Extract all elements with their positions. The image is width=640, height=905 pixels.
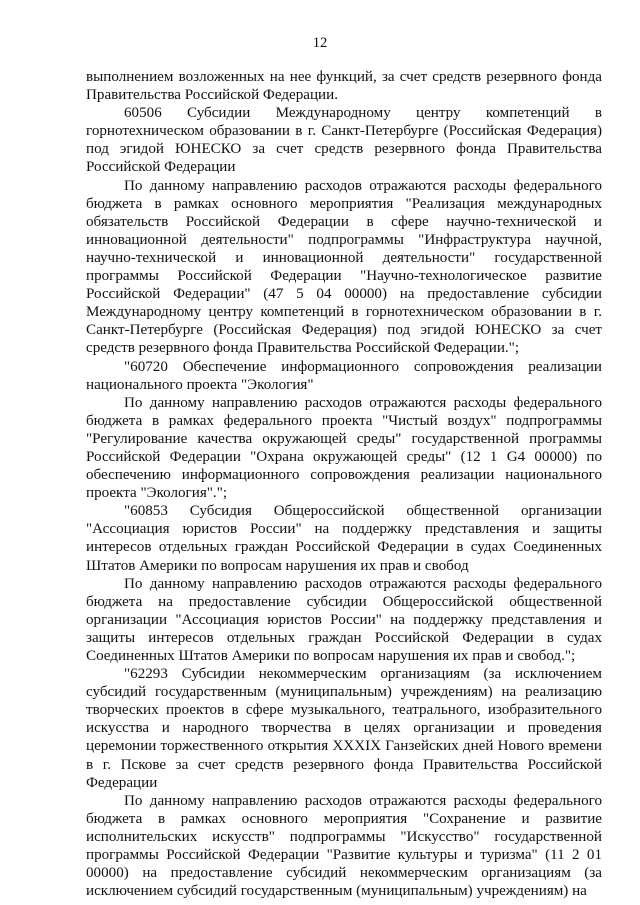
paragraph: "60853 Субсидия Общероссийской общественной организации "Ассоциация юристов России" на поддержку представления и защиты интересов отдельных граждан Российской Федерации в судах Соединенных Штатов Америки по вопросам нарушения их прав и свобод	[86, 503, 602, 574]
paragraph: 60506 Субсидии Международному центру компетенций в горнотехническом образовании в г. Санкт-Петербурге (Российская Федерация) под эгидой ЮНЕСКО за счет средств резервного фонда Правительства Российской Федерации	[86, 105, 602, 176]
paragraph: выполнением возложенных на нее функций, за счет средств резервного фонда Правительства Российской Федерации.	[86, 69, 602, 104]
paragraph: По данному направлению расходов отражаются расходы федерального бюджета в рамках основного мероприятия "Сохранение и развитие исполнительских искусств" подпрограммы "Искусство" государственной программы Российской Федерации "Развитие культуры и туризма" (11 2 01 00000) на предоставление субсидий некоммерческим организациям (за исключением субсидий государственным (муниципальным) учреждениям) на	[86, 792, 602, 900]
page-number: 12	[312, 35, 328, 51]
paragraph: По данному направлению расходов отражаются расходы федерального бюджета в рамках федерального проекта "Чистый воздух" подпрограммы "Регулирование качества окружающей среды" государственной программы Российской Федерации "Охрана окружающей среды" (12 1 G4 00000) по обеспечению информационного сопровождения реализации национального проекта "Экология".";	[86, 394, 602, 502]
paragraph: "62293 Субсидии некоммерческим организациям (за исключением субсидий государственным (муниципальным) учреждениям) на реализацию творческих проектов в сфере музыкального, театрального, изобразительного искусства и народного творчества в целях организации и проведения церемонии торжественного открытия XXXIX Ганзейских дней Нового времени в г. Пскове за счет средств резервного фонда Правительства Российской Федерации	[86, 666, 602, 791]
paragraph: По данному направлению расходов отражаются расходы федерального бюджета на предоставление субсидии Общероссийской общественной организации "Ассоциация юристов России" на поддержку представления и защиты интересов отдельных граждан Российской Федерации в судах Соединенных Штатов Америки по вопросам нарушения их прав и свобод.";	[86, 575, 602, 664]
paragraph: По данному направлению расходов отражаются расходы федерального бюджета в рамках основного мероприятия "Реализация международных обязательств Российской Федерации в сфере научно-технической и инновационной деятельности" подпрограммы "Инфраструктура научной, научно-технической и инновационной деятельности" государственной программы Российской Федерации "Научно-технологическое развитие Российской Федерации" (47 5 04 00000) на предоставление субсидии Международному центру компетенций в горнотехническом образовании в г. Санкт-Петербурге (Российская Федерация) под эгидой ЮНЕСКО за счет средств резервного фонда Правительства Российской Федерации.";	[86, 177, 602, 357]
document-body	[86, 68, 602, 900]
paragraph: "60720 Обеспечение информационного сопровождения реализации национального проекта "Экология"	[86, 358, 602, 393]
